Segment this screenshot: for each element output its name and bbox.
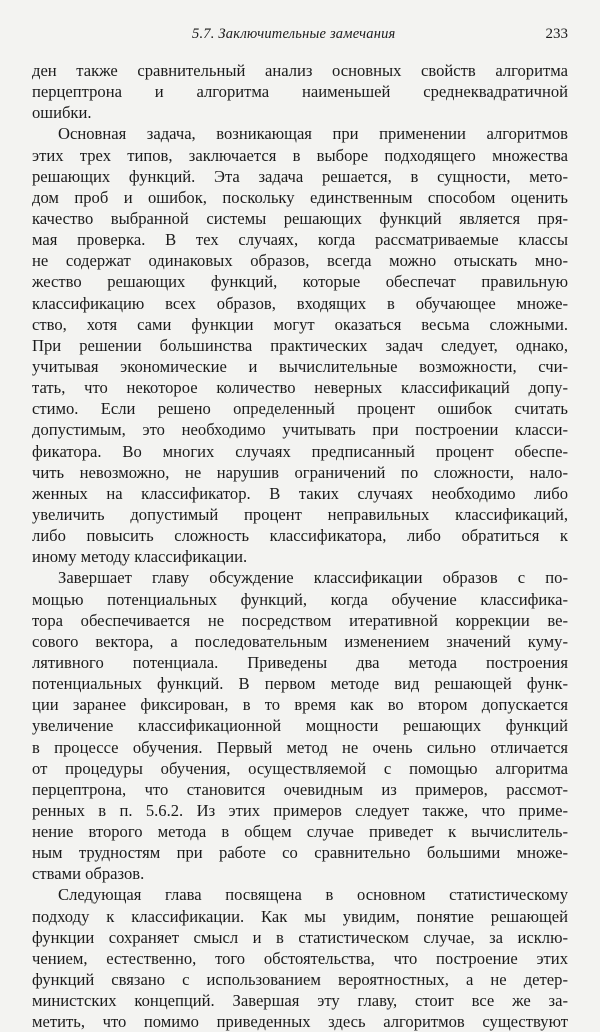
text-line: не содержат одинаковых образов, всегда можно отыскать мно- bbox=[32, 251, 568, 271]
text-line: классификацию всех образов, входящих в обучающее множе- bbox=[32, 293, 568, 313]
text-line: подходу к классификации. Как мы увидим, понятие решающей bbox=[32, 906, 568, 926]
text-line: функций связано с использованием вероятностных, а не детер- bbox=[32, 970, 568, 990]
text-line: ство, хотя сами функции могут оказаться весьма сложными. bbox=[32, 314, 568, 334]
text-line: ден также сравнительный анализ основных свойств алгоритма bbox=[32, 61, 568, 80]
paragraph bbox=[32, 60, 568, 123]
text-line: При решении большинства практических задач следует, однако, bbox=[32, 335, 568, 355]
text-line: от процедуры обучения, осуществляемой с помощью алгоритма bbox=[32, 758, 568, 778]
text-line: Основная задача, возникающая при применении алгоритмов bbox=[58, 124, 568, 144]
text-line: дом проб и ошибок, поскольку единственным способом оценить bbox=[32, 187, 568, 207]
paragraph bbox=[32, 123, 568, 567]
text-line: жество решающих функций, которые обеспечат правильную bbox=[32, 272, 568, 292]
text-line: перцептрона, что становится очевидным из примеров, рассмот- bbox=[32, 779, 568, 799]
text-line: стимо. Если решено определенный процент ошибок считать bbox=[32, 399, 568, 419]
text-line: чить невозможно, не нарушив ограничений по сложности, нало- bbox=[32, 462, 568, 482]
text-line: перцептрона и алгоритма наименьшей среднеквадратичной bbox=[32, 82, 568, 102]
page-number: 233 bbox=[545, 26, 568, 42]
text-line: решающих функций. Эта задача решается, в сущности, мето- bbox=[32, 166, 568, 186]
text-line: увеличение классификационной мощности решающих функций bbox=[32, 716, 568, 736]
paragraph bbox=[32, 567, 568, 884]
text-line: либо повысить сложность классификатора, либо обратиться к bbox=[32, 526, 568, 546]
text-line: допустимым, это необходимо учитывать при построении класси- bbox=[32, 420, 568, 440]
text-line: сового вектора, а последовательным изменением значений куму- bbox=[32, 631, 568, 651]
text-line: ренных в п. 5.6.2. Из этих примеров следует также, что приме- bbox=[32, 800, 568, 820]
paragraph bbox=[32, 884, 568, 1032]
text-line: тора обеспечивается не посредством итеративной коррекции ве- bbox=[32, 610, 568, 630]
text-line: ции заранее фиксирован, в то время как во втором допускается bbox=[32, 695, 568, 715]
text-line: ным трудностям при работе со сравнительно большими множе- bbox=[32, 843, 568, 863]
text-line: тать, что некоторое количество неверных классификаций допу- bbox=[32, 378, 568, 398]
running-head bbox=[40, 26, 568, 46]
text-line: фикатора. Во многих случаях предписанный процент обеспе- bbox=[32, 441, 568, 461]
text-line: лятивного потенциала. Приведены два метода построения bbox=[32, 652, 568, 672]
text-line: мая проверка. В тех случаях, когда рассматриваемые классы bbox=[32, 230, 568, 250]
text-line: иному методу классификации. bbox=[32, 547, 248, 567]
text-line: женных на классификатор. В таких случаях необходимо либо bbox=[32, 483, 568, 503]
text-line: учитывая экономические и вычислительные возможности, счи- bbox=[32, 356, 568, 376]
text-line: мощью потенциальных функций, когда обучение классифика- bbox=[32, 589, 568, 609]
text-line: функции сохраняет смысл и в статистическом случае, за исклю- bbox=[32, 927, 568, 947]
text-line: министских концепций. Завершая эту главу, стоит все же за- bbox=[32, 991, 568, 1011]
text-line: Завершает главу обсуждение классификации образов с по- bbox=[58, 568, 568, 588]
text-line: метить, что помимо приведенных здесь алгоритмов существуют bbox=[32, 1012, 568, 1032]
section-title: 5.7. Заключительные замечания bbox=[192, 26, 396, 42]
text-line: ошибки. bbox=[32, 103, 92, 123]
text-line: чением, естественно, того обстоятельства, что построение этих bbox=[32, 948, 568, 968]
body-text bbox=[32, 60, 568, 1032]
text-line: качество выбранной системы решающих функций является пря- bbox=[32, 208, 568, 228]
text-line: ствами образов. bbox=[32, 864, 145, 884]
text-line: увеличить допустимый процент неправильных классификаций, bbox=[32, 504, 568, 524]
text-line: этих трех типов, заключается в выборе подходящего множества bbox=[32, 145, 568, 165]
text-line: потенциальных функций. В первом методе вид решающей функ- bbox=[32, 674, 568, 694]
text-line: в процессе обучения. Первый метод не очень сильно отличается bbox=[32, 737, 568, 757]
text-line: нение второго метода в общем случае приведет к вычислитель- bbox=[32, 822, 568, 842]
text-line: Следующая глава посвящена в основном статистическому bbox=[58, 885, 568, 905]
